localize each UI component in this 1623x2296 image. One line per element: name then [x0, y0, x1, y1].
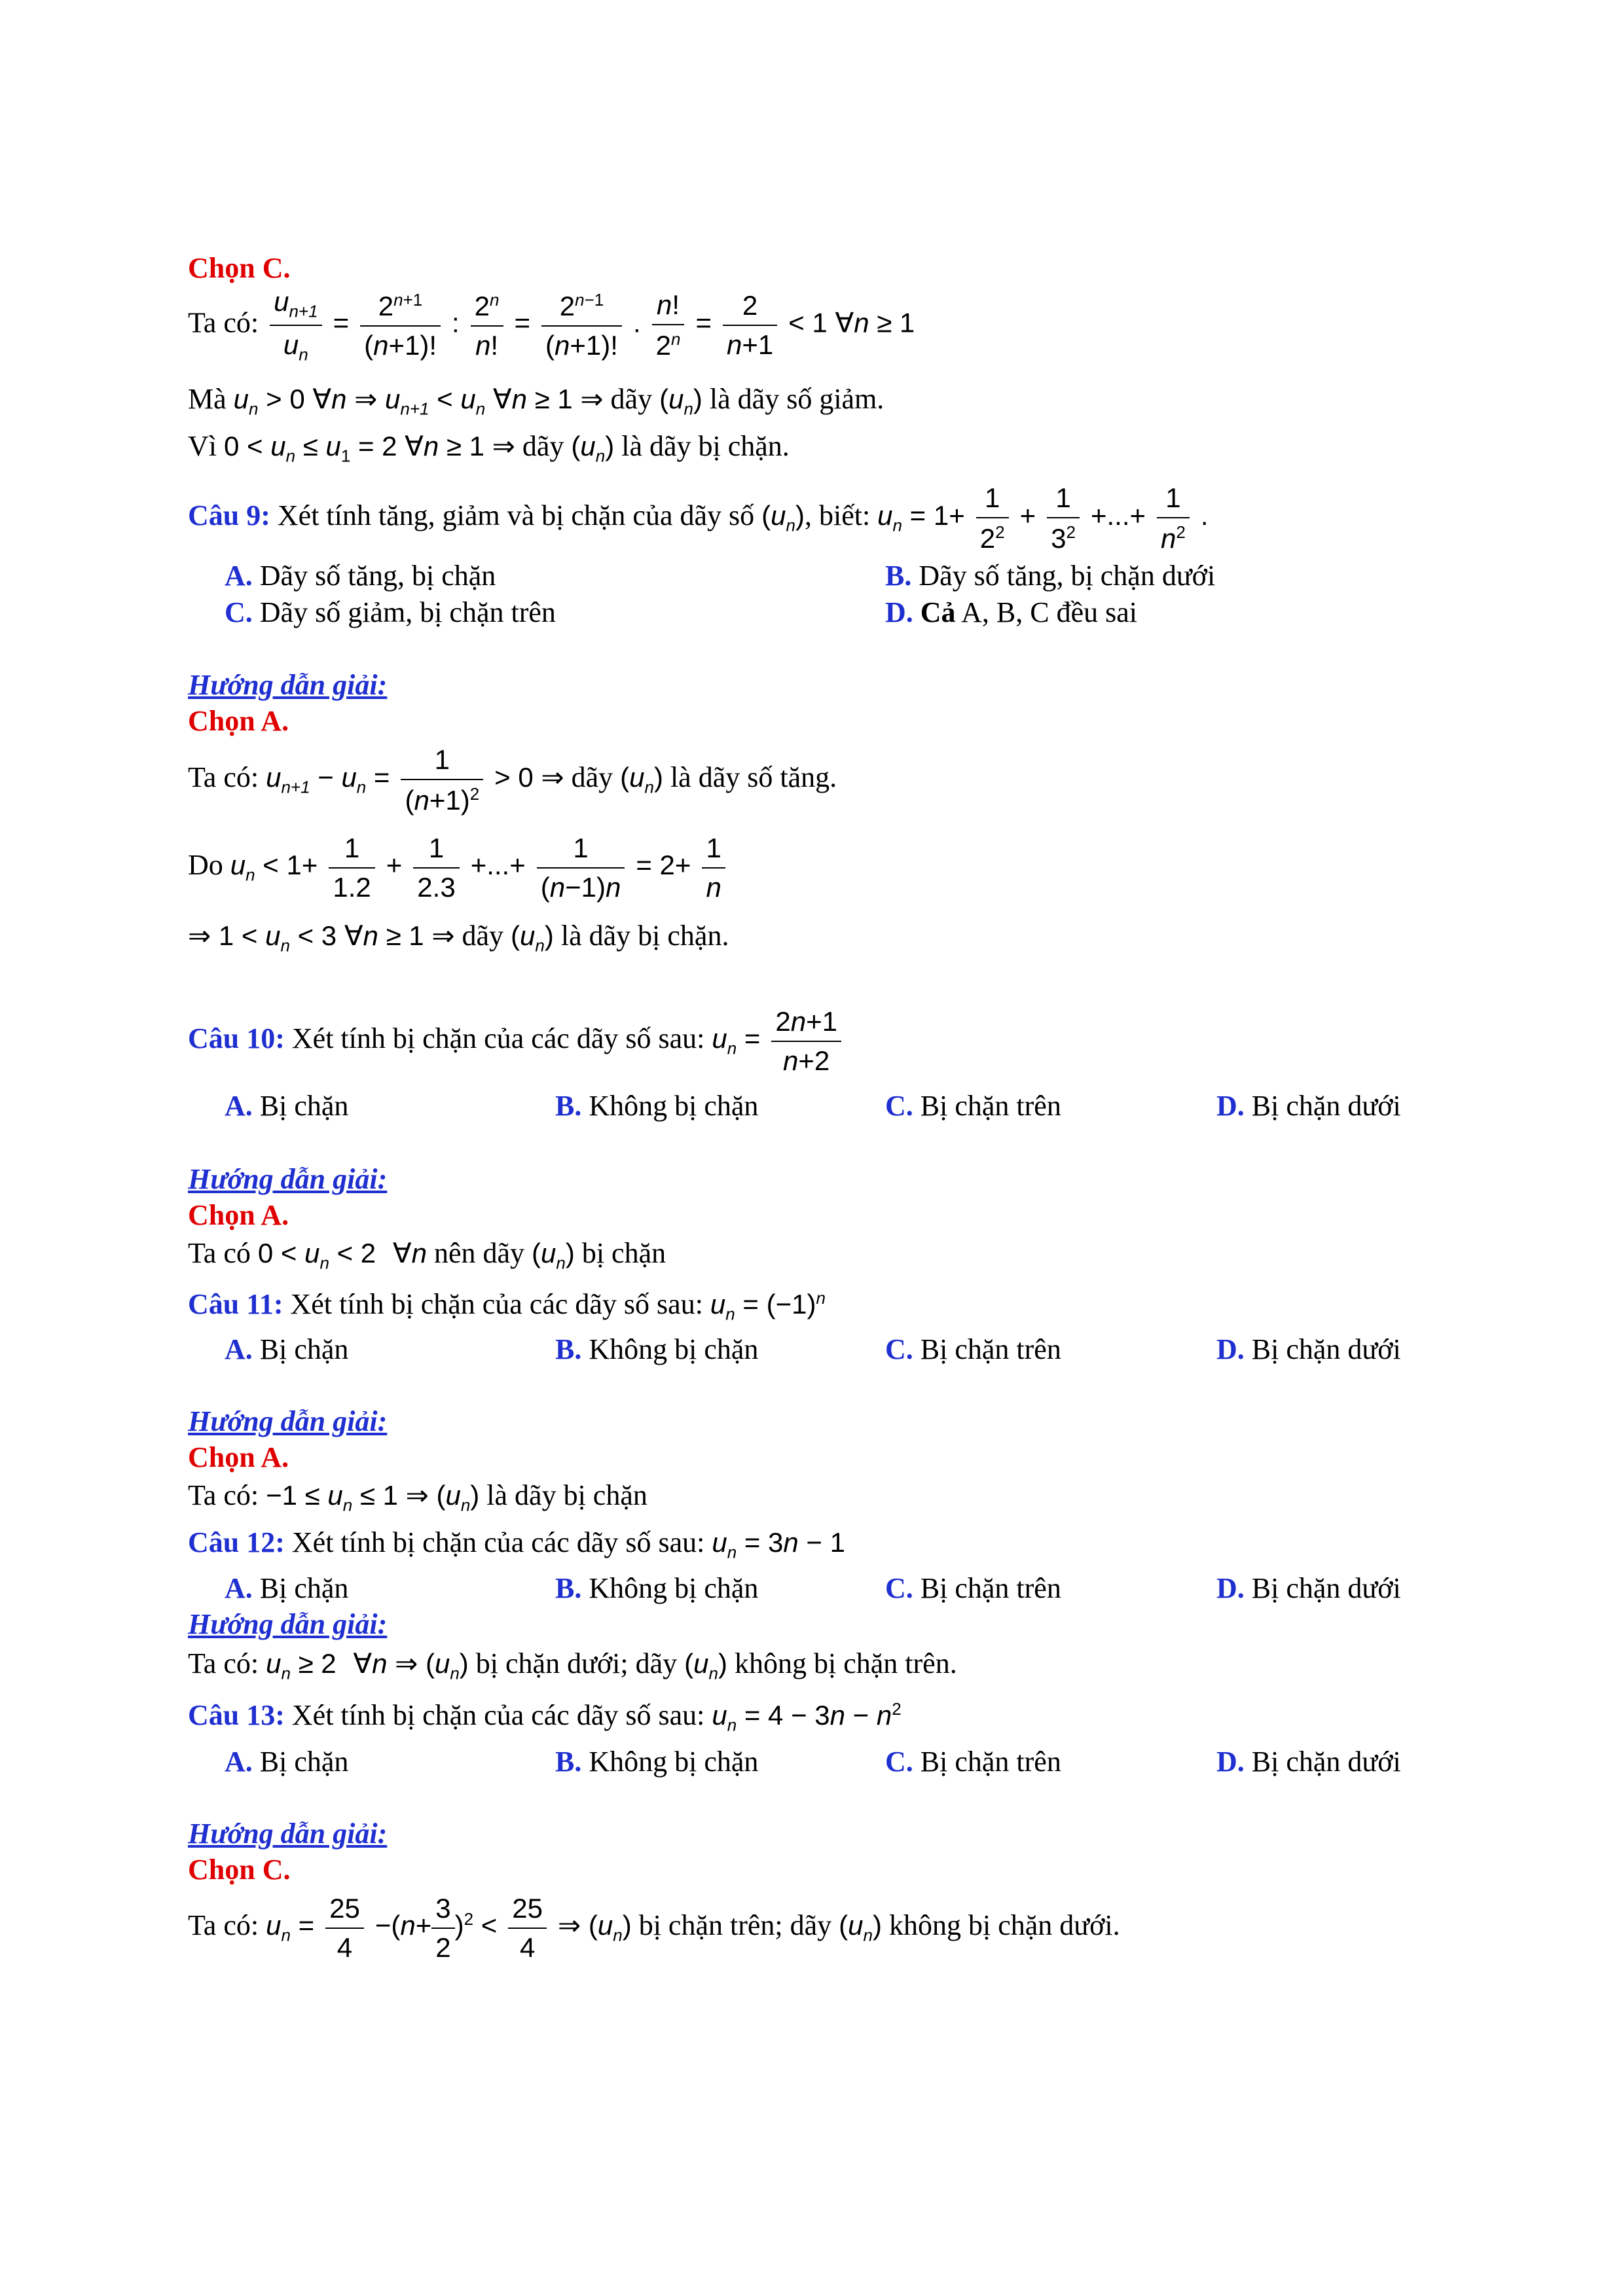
q10-option-d[interactable]: D. Bị chặn dưới	[1216, 1090, 1401, 1122]
guide-heading-q10: Hướng dẫn giải:	[188, 1163, 388, 1195]
math-line-q9-bounded: ⇒ $1 < u_n < 3$ ∀n ≥ 1 ⇒ dãy $(u_n)$ là dãy bị chặn.	[188, 920, 729, 956]
q10-option-c[interactable]: C. Bị chặn trên	[885, 1090, 1061, 1122]
guide-heading-q12: Hướng dẫn giải:	[188, 1608, 388, 1640]
q13-option-b[interactable]: B. Không bị chặn	[555, 1746, 759, 1778]
q11-option-c[interactable]: C. Bị chặn trên	[885, 1333, 1061, 1365]
question-10: Câu 10: Xét tính bị chặn của các dãy số sau: $u_n$ = $\frac{2n+1}{n+2}$	[188, 1008, 845, 1075]
math-line-ratio: Ta có: $\frac{u_{n+1}}{u_n}$ = $\frac{2^{n+1}}{(n+1)!}$ : $\frac{2^n}{n!}$ = $\frac{2^{n-1}}{(n+1)!}$ . $\frac{n!}{2^n}$ = $\frac{2}{n+1}$ < 1 ∀n ≥ 1	[188, 286, 915, 365]
guide-heading-q9: Hướng dẫn giải:	[188, 669, 388, 701]
q13-option-c[interactable]: C. Bị chặn trên	[885, 1746, 1061, 1778]
q9-option-a[interactable]: A. Dãy số tăng, bị chặn	[225, 560, 496, 592]
question-11: Câu 11: Xét tính bị chặn của các dãy số sau: $u_n = (-1)^n$	[188, 1288, 826, 1324]
answer-chon-c-q13: Chọn C.	[188, 1854, 291, 1886]
math-line-q12: Ta có: $u_n \ge 2$ ∀n ⇒ $(u_n)$ bị chặn dưới; dãy $(u_n)$ không bị chặn trên.	[188, 1647, 957, 1683]
guide-heading-q13: Hướng dẫn giải:	[188, 1818, 388, 1850]
math-line-q10: Ta có $0 < u_n < 2$ ∀n nên dãy $(u_n)$ bị chặn	[188, 1237, 666, 1273]
math-line-q9-do: Do $u_n < 1+$ $\frac{1}{1.2}$ + $\frac{1}{2.3}$ +...+ $\frac{1}{(n-1)n}$ = 2+ $\frac{1}{n}$	[188, 834, 729, 901]
q12-option-b[interactable]: B. Không bị chặn	[555, 1572, 759, 1604]
q9-option-b[interactable]: B. Dãy số tăng, bị chặn dưới	[885, 560, 1216, 592]
answer-chon-a-q11: Chọn A.	[188, 1441, 289, 1473]
q10-option-a[interactable]: A. Bị chặn	[225, 1090, 349, 1122]
q13-option-d[interactable]: D. Bị chặn dưới	[1216, 1746, 1401, 1778]
math-line-q9-diff: Ta có: $u_{n+1} - u_n$ = $\frac{1}{(n+1)^2}$ > 0 ⇒ dãy $(u_n)$ là dãy số tăng.	[188, 744, 837, 816]
guide-heading-q11: Hướng dẫn giải:	[188, 1405, 388, 1437]
q9-option-c[interactable]: C. Dãy số giảm, bị chặn trên	[225, 596, 556, 628]
q9-option-d[interactable]: D. Cả A, B, C đều sai	[885, 596, 1138, 628]
q11-option-a[interactable]: A. Bị chặn	[225, 1333, 349, 1365]
answer-chon-a-q9: Chọn A.	[188, 705, 289, 737]
q11-option-d[interactable]: D. Bị chặn dưới	[1216, 1333, 1401, 1365]
math-line-q13: Ta có: $u_n$ = $\frac{25}{4}$ −(n+ $\frac{3}{2}$ )$^2$ < $\frac{25}{4}$ ⇒ $(u_n)$ bị chặn trên; dãy $(u_n)$ không bị chặn dưới.	[188, 1893, 1120, 1963]
q10-option-b[interactable]: B. Không bị chặn	[555, 1090, 759, 1122]
q12-option-d[interactable]: D. Bị chặn dưới	[1216, 1572, 1401, 1604]
question-13: Câu 13: Xét tính bị chặn của các dãy số sau: $u_n = 4 - 3n - n^2$	[188, 1699, 902, 1735]
math-line-bounded-1: Vì $0 < u_n \le u_1 = 2$ ∀n ≥ 1 ⇒ dãy $(u_n)$ là dãy bị chặn.	[188, 430, 790, 466]
q12-option-c[interactable]: C. Bị chặn trên	[885, 1572, 1061, 1604]
answer-chon-c-1: Chọn C.	[188, 252, 291, 284]
math-line-decreasing: Mà $u_n > 0$ ∀n ⇒ $u_{n+1} < u_n$ ∀n ≥ 1 ⇒ dãy $(u_n)$ là dãy số giảm.	[188, 383, 884, 419]
question-9: Câu 9: Xét tính tăng, giảm và bị chặn của dãy số $(u_n)$, biết: $u_n = 1+$ $\frac{1}{2^2}$ + $\frac{1}{3^2}$ +...+ $\frac{1}{n^2}$ .	[188, 482, 1209, 554]
math-line-q11: Ta có: $-1 \le u_n \le 1$ ⇒ $(u_n)$ là dãy bị chặn	[188, 1479, 647, 1515]
q11-option-b[interactable]: B. Không bị chặn	[555, 1333, 759, 1365]
q12-option-a[interactable]: A. Bị chặn	[225, 1572, 349, 1604]
answer-chon-a-q10: Chọn A.	[188, 1199, 289, 1231]
q13-option-a[interactable]: A. Bị chặn	[225, 1746, 349, 1778]
question-12: Câu 12: Xét tính bị chặn của các dãy số sau: $u_n = 3n - 1$	[188, 1526, 845, 1562]
